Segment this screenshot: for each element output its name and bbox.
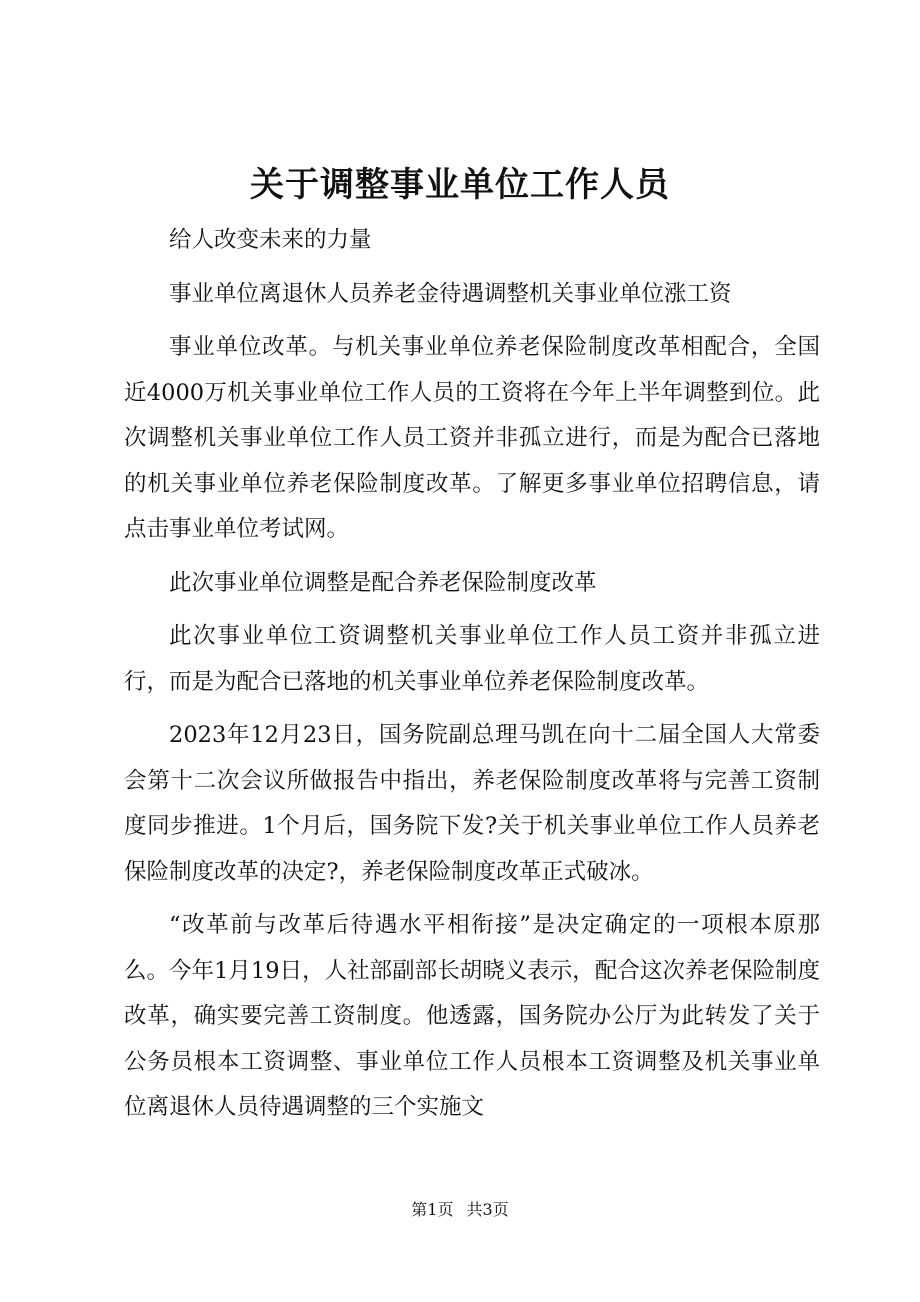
- paragraph-subheading: 此次事业单位调整是配合养老保险制度改革: [169, 569, 597, 596]
- paragraph-keywords: 事业单位离退休人员养老金待遇调整机关事业单位涨工资: [169, 280, 732, 307]
- paragraph-timeline: 2023年12月23日，国务院副总理马凯在向十二届全国人大常委会第十二次会议所做报告中指出，养老保险制度改革将与完善工资制度同步推进。1个月后，国务院下发?关于机关事业单位工作人员养老保险制度改革的决定?，养老保险制度改革正式破冰。: [124, 722, 820, 885]
- paragraph-slogan: 给人改变未来的力量: [169, 227, 372, 253]
- page-footer: [0, 1198, 920, 1222]
- paragraph-intro: 事业单位改革。与机关事业单位养老保险制度改革相配合，全国近4000万机关事业单位工作人员的工资将在今年上半年调整到位。此次调整机关事业单位工作人员工资并非孤立进行，而是为配合已落地的机关事业单位养老保险制度改革。了解更多事业单位招聘信息，请点击事业单位考试网。: [124, 334, 820, 542]
- paragraph-principle: “改革前与改革后待遇水平相衔接”是决定确定的一项根本原那么。今年1月19日，人社部副部长胡晓义表示，配合这次养老保险制度改革，确实要完善工资制度。他透露，国务院办公厅为此转发了关于公务员根本工资调整、事业单位工作人员根本工资调整及机关事业单位离退休人员待遇调整的三个实施文: [124, 912, 820, 1120]
- document-body: [124, 218, 820, 1139]
- document-title: 关于调整事业单位工作人员: [250, 165, 670, 205]
- page-number: 第1页: [411, 1200, 454, 1219]
- page-total: 共3页: [466, 1200, 509, 1219]
- paragraph-adjustment: 此次事业单位工资调整机关事业单位工作人员工资并非孤立进行，而是为配合已落地的机关事业单位养老保险制度改革。: [124, 623, 820, 695]
